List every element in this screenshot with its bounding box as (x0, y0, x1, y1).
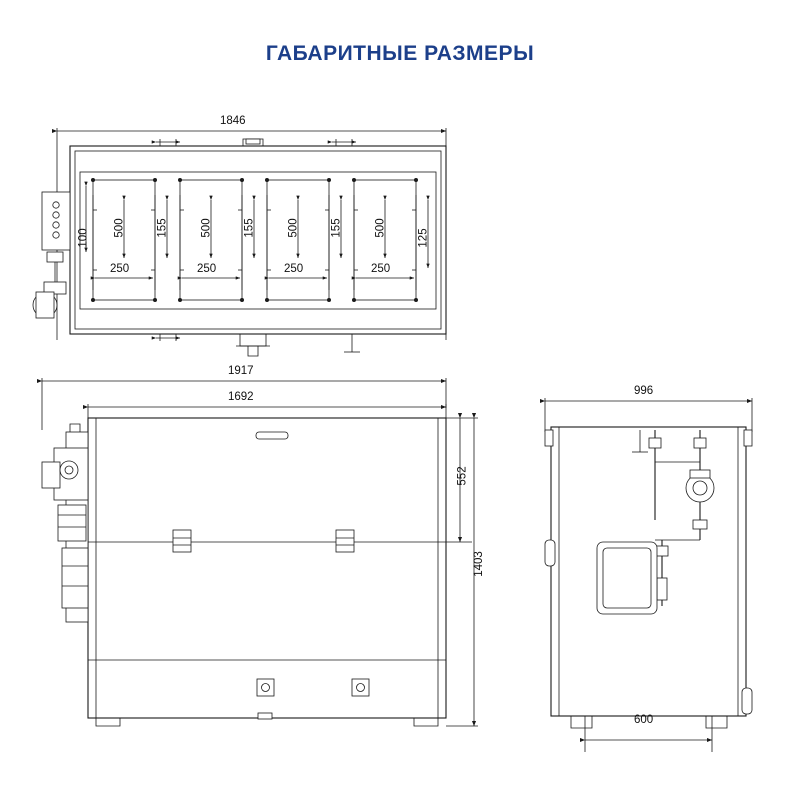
dim-600: 600 (634, 714, 654, 726)
dim-1846: 1846 (220, 115, 246, 127)
dim-250-c: 250 (284, 263, 304, 275)
dim-250-b: 250 (197, 263, 217, 275)
dim-250-d: 250 (371, 263, 391, 275)
dim-155-a: 155 (156, 218, 169, 238)
dim-500-d: 500 (374, 218, 387, 238)
dim-1692: 1692 (228, 391, 254, 403)
front-view-group (42, 378, 478, 726)
dim-1917: 1917 (228, 365, 254, 377)
dim-125: 125 (417, 228, 430, 248)
dim-1403: 1403 (472, 551, 485, 577)
dim-996: 996 (634, 385, 654, 397)
dim-250-a: 250 (110, 263, 130, 275)
dim-155-b: 155 (243, 218, 256, 238)
dim-155-c: 155 (330, 218, 343, 238)
top-view-group (33, 128, 446, 356)
page-title: ГАБАРИТНЫЕ РАЗМЕРЫ (265, 42, 535, 65)
dim-100: 100 (77, 228, 90, 248)
dim-500-b: 500 (200, 218, 213, 238)
side-view-group (545, 398, 752, 752)
dim-552: 552 (456, 466, 469, 486)
dim-500-a: 500 (113, 218, 126, 238)
dim-500-c: 500 (287, 218, 300, 238)
